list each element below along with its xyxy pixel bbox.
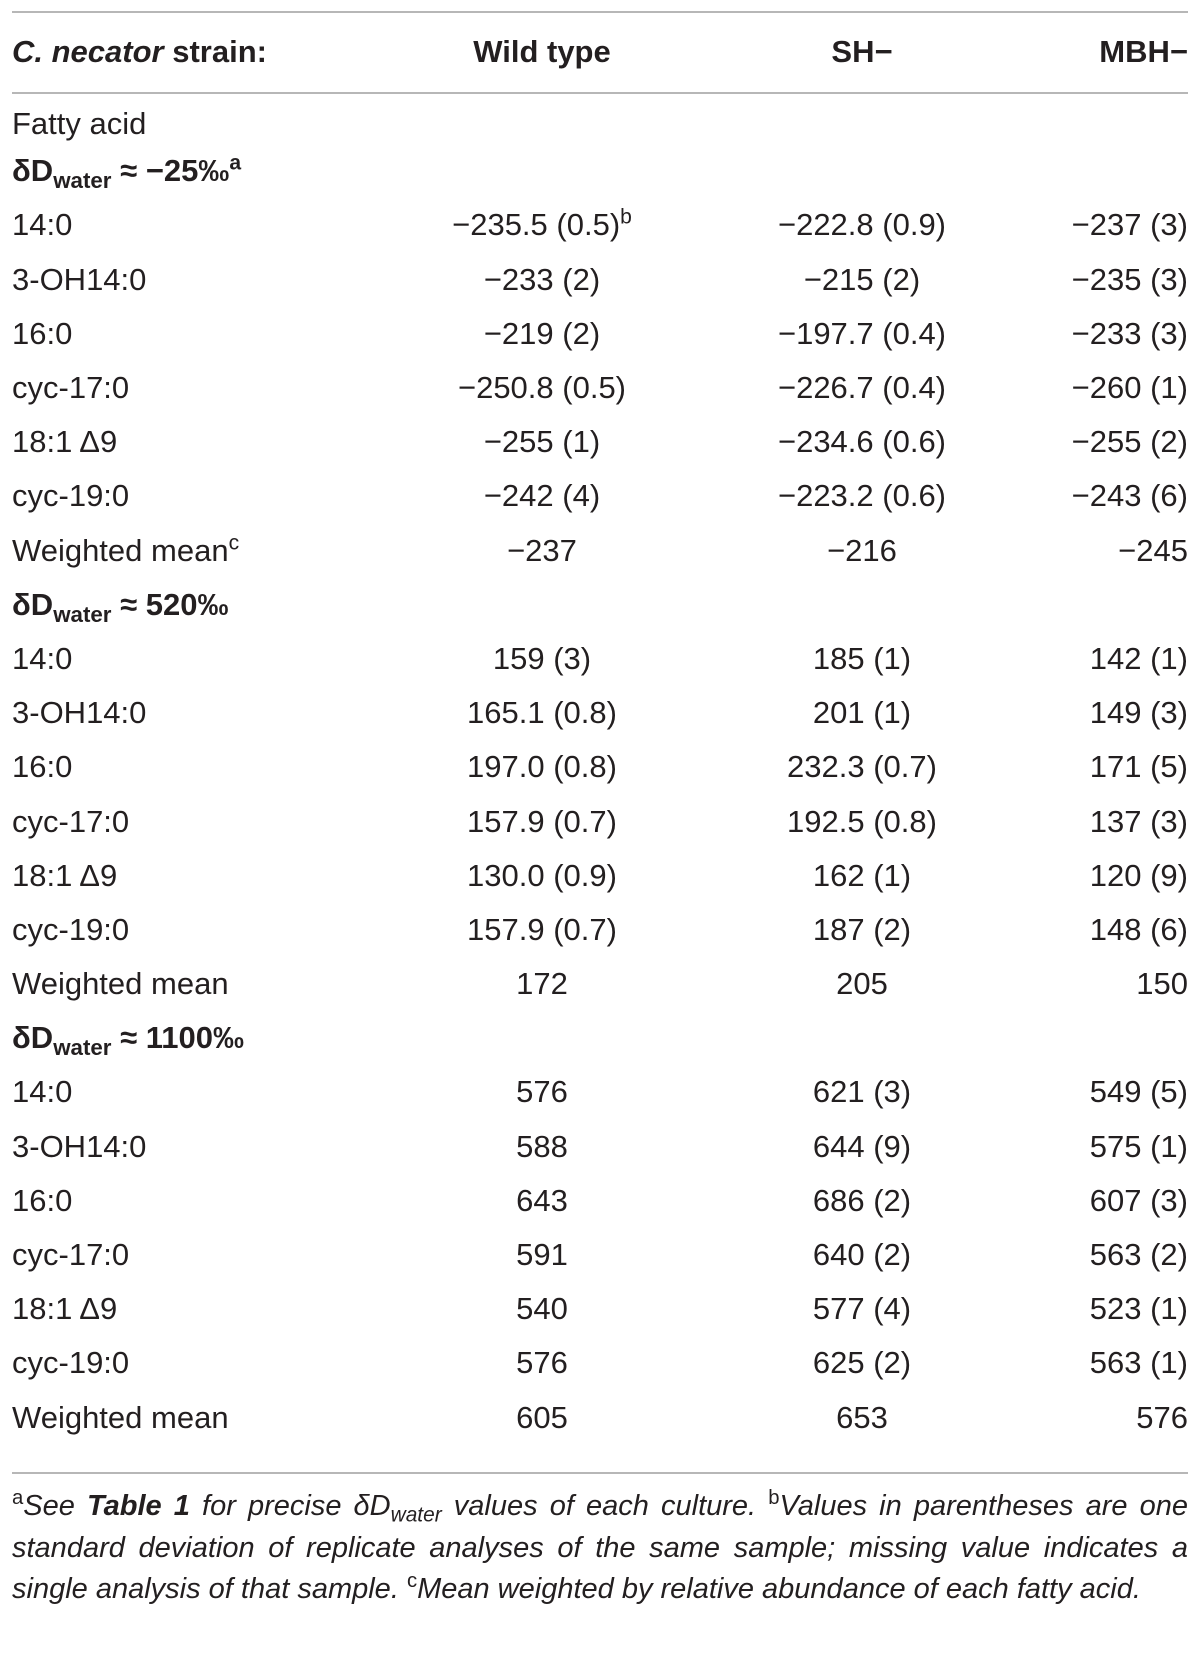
fatty-acid-label [12, 1065, 392, 1119]
wild-type-value-text: 197.0 (0.8) [467, 749, 617, 785]
top-rule [12, 11, 1188, 13]
sh-value: −216 [827, 532, 897, 568]
section-title-delta: δD [12, 1020, 54, 1056]
fatty-acid-name: 3-OH14:0 [12, 695, 147, 731]
mbh-value: −255 (2) [1071, 424, 1188, 460]
fatty-acid-name: Weighted mean [12, 966, 229, 1002]
footnote-a-post: values of each culture. [441, 1490, 769, 1522]
footnote-a-pre: See [23, 1490, 87, 1522]
section-header-row [12, 144, 1188, 198]
wild-type-value-text: 172 [516, 966, 568, 1002]
wild-type-value [392, 1174, 692, 1228]
fatty-acid-subheader: Fatty acid [12, 106, 147, 142]
mbh-value: 575 (1) [1089, 1128, 1188, 1164]
footnote-a-mid: for precise δD [189, 1490, 391, 1522]
fatty-acid-name: 16:0 [12, 749, 73, 785]
fatty-acid-label [12, 1336, 392, 1390]
sh-value: 577 (4) [812, 1291, 912, 1327]
table-row [12, 198, 1188, 252]
table-row [12, 1065, 1188, 1119]
sh-value: 201 (1) [812, 695, 912, 731]
fatty-acid-label [12, 253, 392, 307]
fatty-acid-name: cyc-19:0 [12, 1345, 130, 1381]
wild-type-value-text: 591 [516, 1237, 568, 1273]
fatty-acid-label [12, 524, 392, 578]
sh-value: 621 (3) [812, 1074, 912, 1110]
wild-type-value-text: −255 (1) [483, 424, 601, 460]
mbh-value: 607 (3) [1089, 1182, 1188, 1218]
mbh-value: −235 (3) [1071, 261, 1188, 297]
sh-value: 162 (1) [812, 857, 912, 893]
wild-type-value-text: −219 (2) [483, 315, 601, 351]
footnote-b-text: Values in parentheses are one standard deviation of replicate analyses of the same sample; missing value indicates a single analysis of that sample. [12, 1490, 1188, 1605]
bottom-rule [12, 1472, 1188, 1474]
sh-value: 187 (2) [812, 911, 912, 947]
fatty-acid-name: cyc-17:0 [12, 370, 130, 406]
wild-type-value-text: 576 [516, 1074, 568, 1110]
fatty-acid-name: cyc-19:0 [12, 478, 130, 514]
wild-type-value [392, 307, 692, 361]
wild-type-value [392, 632, 692, 686]
fatty-acid-label [12, 1282, 392, 1336]
section-title [12, 144, 1188, 198]
wild-type-value-text: 157.9 (0.7) [467, 911, 617, 947]
wild-type-value-text: 159 (3) [492, 640, 592, 676]
table-row [12, 740, 1188, 794]
strain-label-header: C. necator strain: [12, 34, 267, 69]
section-title [12, 1011, 1188, 1065]
wild-type-value [392, 849, 692, 903]
footnote-c-text: Mean weighted by relative abundance of each fatty acid. [417, 1573, 1141, 1605]
fatty-acid-label [12, 307, 392, 361]
mbh-value: 523 (1) [1089, 1291, 1188, 1327]
fatty-acid-name: cyc-19:0 [12, 911, 130, 947]
section-title-sup: a [229, 151, 242, 175]
fatty-acid-name: 3-OH14:0 [12, 1128, 147, 1164]
column-header-mbh: MBH− [1099, 34, 1188, 69]
section-title-delta: δD [12, 586, 54, 622]
fatty-acid-label [12, 469, 392, 523]
wild-type-value [392, 686, 692, 740]
sh-value: −234.6 (0.6) [777, 424, 947, 460]
wild-type-value-text: −242 (4) [483, 478, 601, 514]
mbh-value: 142 (1) [1089, 640, 1188, 676]
sh-value: −226.7 (0.4) [777, 370, 947, 406]
wild-type-value [392, 794, 692, 848]
sh-value: 644 (9) [812, 1128, 912, 1164]
table-row [12, 1336, 1188, 1390]
table-row [12, 469, 1188, 523]
fatty-acid-label [12, 957, 392, 1011]
fatty-acid-name: Weighted mean [12, 532, 229, 568]
wild-type-value [392, 469, 692, 523]
fatty-acid-name: cyc-17:0 [12, 1237, 130, 1273]
fatty-acid-name: Weighted mean [12, 1399, 229, 1435]
table-row [12, 1391, 1188, 1445]
wild-type-value-text: 130.0 (0.9) [467, 857, 617, 893]
wild-type-value [392, 1336, 692, 1390]
sh-value: 232.3 (0.7) [787, 749, 937, 785]
footnote-c-mark: c [406, 1569, 418, 1592]
table-row [12, 957, 1188, 1011]
wild-type-value [392, 1391, 692, 1445]
wild-type-value [392, 957, 692, 1011]
footnote-a-sub: water [390, 1503, 442, 1527]
sh-value: 185 (1) [812, 640, 912, 676]
sh-value: 205 [836, 966, 888, 1002]
fatty-acid-name: 14:0 [12, 1074, 73, 1110]
table-row [12, 307, 1188, 361]
section-title [12, 578, 1188, 632]
wild-type-value [392, 1228, 692, 1282]
table-row [12, 903, 1188, 957]
fatty-acid-name: 18:1 Δ9 [12, 1291, 118, 1327]
sh-value: −197.7 (0.4) [777, 315, 947, 351]
mbh-value: −245 [1118, 532, 1188, 568]
table-row [12, 794, 1188, 848]
mbh-value: 576 [1136, 1399, 1188, 1435]
fatty-acid-label [12, 849, 392, 903]
section-title-delta: δD [12, 153, 54, 189]
wild-type-value [392, 1120, 692, 1174]
wild-type-value-text: 540 [516, 1291, 568, 1327]
section-header-row [12, 578, 1188, 632]
fatty-acid-label [12, 361, 392, 415]
mbh-value: 137 (3) [1089, 803, 1188, 839]
mbh-value: 120 (9) [1089, 857, 1188, 893]
fatty-acid-name: 14:0 [12, 640, 73, 676]
table-footnote [12, 1486, 1188, 1611]
footnote-a-table-ref: Table 1 [87, 1490, 190, 1522]
fatty-acid-label [12, 740, 392, 794]
fatty-acid-name: 14:0 [12, 207, 73, 243]
fatty-acid-name: 18:1 Δ9 [12, 857, 118, 893]
wild-type-value-text: 605 [516, 1399, 568, 1435]
section-title-rest: ≈ −25‰ [111, 153, 230, 189]
table-row [12, 415, 1188, 469]
fatty-acid-label [12, 1228, 392, 1282]
fatty-acid-footnote-mark: c [228, 531, 240, 554]
column-header-wild-type: Wild type [473, 34, 611, 69]
sh-value: 653 [836, 1399, 888, 1435]
mbh-value: 563 (1) [1089, 1345, 1188, 1381]
wild-type-value-text: −235.5 (0.5) [452, 207, 621, 243]
mbh-value: 149 (3) [1089, 695, 1188, 731]
wild-type-value [392, 253, 692, 307]
fatty-acid-name: 3-OH14:0 [12, 261, 147, 297]
wild-type-value-text: 576 [516, 1345, 568, 1381]
section-title-rest: ≈ 1100‰ [111, 1020, 244, 1056]
wild-type-footnote-mark: b [620, 205, 632, 229]
sh-value: 686 (2) [812, 1182, 912, 1218]
table-row [12, 1120, 1188, 1174]
table-row [12, 361, 1188, 415]
mbh-value: −260 (1) [1071, 370, 1188, 406]
wild-type-value-text: 165.1 (0.8) [467, 695, 617, 731]
table-row [12, 1282, 1188, 1336]
sh-value: 640 (2) [812, 1237, 912, 1273]
table-row [12, 849, 1188, 903]
wild-type-value [392, 524, 692, 578]
section-title-sub: water [53, 601, 112, 627]
section-title-sub: water [53, 168, 112, 194]
wild-type-value [392, 415, 692, 469]
fatty-acid-label [12, 1120, 392, 1174]
mbh-value: 563 (2) [1089, 1237, 1188, 1273]
wild-type-value [392, 903, 692, 957]
mbh-value: 549 (5) [1089, 1074, 1188, 1110]
wild-type-value-text: −237 [507, 532, 577, 568]
wild-type-value-text: 643 [516, 1182, 568, 1218]
table-row [12, 686, 1188, 740]
fatty-acid-name: 16:0 [12, 1182, 73, 1218]
table-row [12, 1228, 1188, 1282]
fatty-acid-name: 18:1 Δ9 [12, 424, 118, 460]
column-header-sh: SH− [831, 34, 893, 69]
fatty-acid-label [12, 903, 392, 957]
fatty-acid-table [12, 14, 1188, 1445]
fatty-acid-label [12, 198, 392, 252]
section-header-row [12, 1011, 1188, 1065]
wild-type-value-text: 588 [516, 1128, 568, 1164]
wild-type-value [392, 198, 692, 252]
sh-value: 192.5 (0.8) [787, 803, 937, 839]
sh-value: −215 (2) [803, 261, 921, 297]
fatty-acid-name: 16:0 [12, 315, 73, 351]
mbh-value: 171 (5) [1089, 749, 1188, 785]
sh-value: 625 (2) [812, 1345, 912, 1381]
wild-type-value [392, 740, 692, 794]
wild-type-value [392, 1282, 692, 1336]
table-row [12, 1174, 1188, 1228]
sh-value: −222.8 (0.9) [777, 207, 947, 243]
table-row [12, 524, 1188, 578]
wild-type-value-text: −233 (2) [483, 261, 601, 297]
header-row [12, 14, 1188, 90]
mbh-value: 148 (6) [1089, 911, 1188, 947]
fatty-acid-label [12, 415, 392, 469]
fatty-acid-name: cyc-17:0 [12, 803, 130, 839]
subheader-row [12, 90, 1188, 144]
mbh-value: −233 (3) [1071, 315, 1188, 351]
sh-value: −223.2 (0.6) [777, 478, 947, 514]
table-row [12, 253, 1188, 307]
mbh-value: 150 [1136, 966, 1188, 1002]
fatty-acid-label [12, 1174, 392, 1228]
footnote-a-mark: a [12, 1486, 24, 1509]
section-title-sub: water [53, 1035, 112, 1061]
fatty-acid-label [12, 794, 392, 848]
fatty-acid-label [12, 632, 392, 686]
table-row [12, 632, 1188, 686]
wild-type-value-text: −250.8 (0.5) [457, 370, 627, 406]
fatty-acid-label [12, 1391, 392, 1445]
wild-type-value [392, 1065, 692, 1119]
wild-type-value-text: 157.9 (0.7) [467, 803, 617, 839]
mbh-value: −237 (3) [1071, 207, 1188, 243]
section-title-rest: ≈ 520‰ [111, 586, 229, 622]
footnote-b-mark: b [768, 1486, 780, 1509]
wild-type-value [392, 361, 692, 415]
fatty-acid-label [12, 686, 392, 740]
mbh-value: −243 (6) [1071, 478, 1188, 514]
